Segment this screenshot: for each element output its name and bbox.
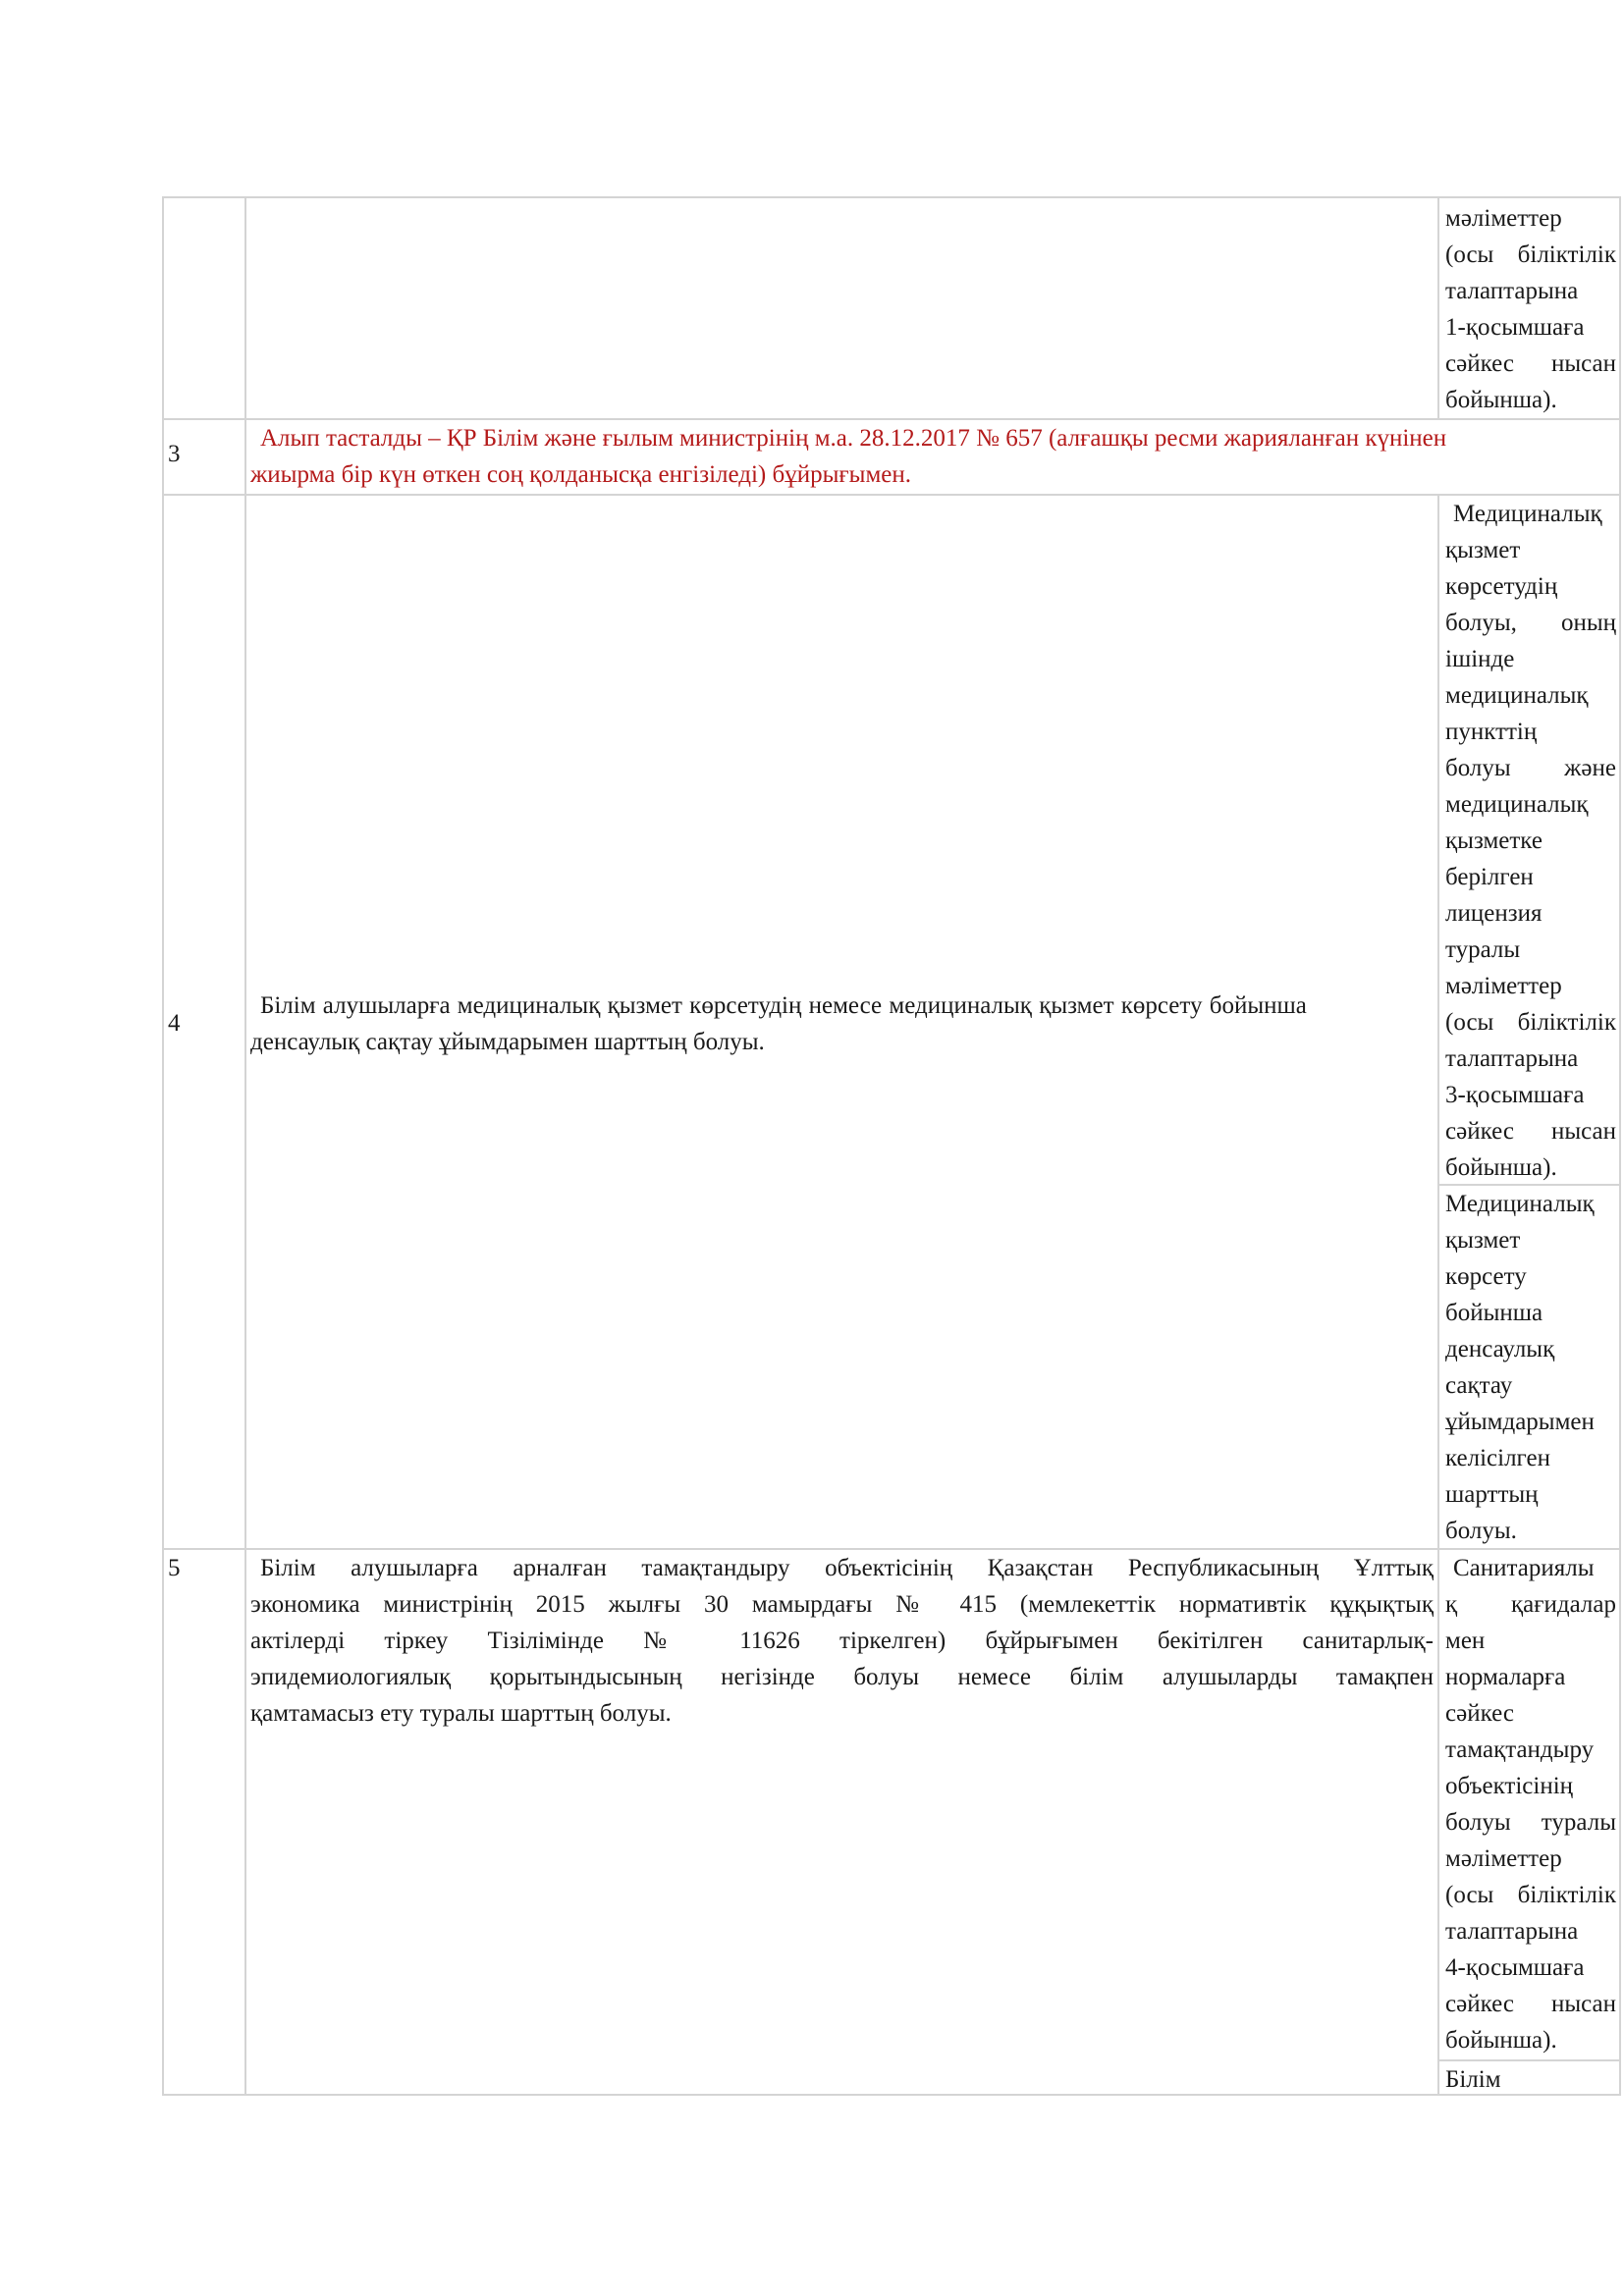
row-4-requirement xyxy=(250,988,1434,1060)
column-divider-2 xyxy=(1437,198,1439,419)
evidence-line: денсаулық xyxy=(1445,1336,1555,1362)
evidence-line: ұйымдарымен xyxy=(1445,1409,1595,1435)
row-4-evidence-cell-a xyxy=(1445,496,1616,1186)
requirements-table xyxy=(162,196,1621,2096)
column-divider-2 xyxy=(1437,495,1439,2094)
row-5-requirement xyxy=(250,1550,1434,1732)
evidence-line: мәліметтер xyxy=(1445,1845,1562,1872)
evidence-line: туралы xyxy=(1445,936,1521,963)
evidence-line: қ қағидалар xyxy=(1445,1591,1616,1618)
evidence-line: (осы біліктілік xyxy=(1445,1882,1616,1908)
evidence-line: болуы және xyxy=(1445,755,1616,781)
row-number: 4 xyxy=(168,1010,181,1037)
evidence-line: тамақтандыру xyxy=(1445,1736,1595,1763)
requirement-line-1: Білім алушыларға медициналық қызмет көрсетудің немесе медициналық қызмет көрсету бойынша xyxy=(260,992,1307,1019)
evidence-line: шарттың xyxy=(1445,1481,1539,1508)
evidence-line: сәйкес нысан xyxy=(1445,1118,1616,1145)
evidence-line: сақтау xyxy=(1445,1372,1513,1399)
row-5-evidence-cell-a xyxy=(1445,1550,1616,2058)
evidence-line: болуы туралы xyxy=(1445,1809,1616,1836)
evidence-line: Білім xyxy=(1445,2066,1501,2093)
evidence-line: лицензия xyxy=(1445,900,1543,927)
evidence-line: (осы біліктілік xyxy=(1445,241,1616,268)
evidence-line: 1-қосымшаға xyxy=(1445,314,1585,341)
requirement-line: қамтамасыз ету туралы шарттың болуы. xyxy=(250,1700,672,1727)
evidence-line: мәліметтер xyxy=(1445,973,1562,999)
evidence-line: болуы. xyxy=(1445,1518,1517,1544)
evidence-line: Медициналық xyxy=(1445,1191,1595,1217)
evidence-line: талаптарына xyxy=(1445,1918,1579,1945)
row-5-evidence-cell-b xyxy=(1445,2061,1616,2098)
evidence-line: пункттің xyxy=(1445,719,1538,745)
evidence-line: сәйкес нысан xyxy=(1445,1991,1616,2017)
row-3-removed-note xyxy=(250,420,1620,493)
evidence-line: Санитариялы xyxy=(1453,1555,1595,1581)
evidence-line: келісілген xyxy=(1445,1445,1550,1471)
row-4-evidence-cell-b xyxy=(1445,1186,1616,1549)
evidence-line: бойынша xyxy=(1445,1300,1543,1326)
evidence-line: мәліметтер xyxy=(1445,205,1562,232)
evidence-line: қызметке xyxy=(1445,828,1543,854)
evidence-line: көрсету xyxy=(1445,1263,1527,1290)
evidence-line: нормаларға xyxy=(1445,1664,1566,1690)
evidence-line: мен xyxy=(1445,1628,1486,1654)
evidence-line: медициналық xyxy=(1445,791,1589,818)
evidence-line: сәйкес нысан xyxy=(1445,350,1616,377)
evidence-line: берілген xyxy=(1445,864,1534,890)
row-number: 3 xyxy=(168,441,181,467)
requirement-line: Білім алушыларға арналған тамақтандыру объектісінің Қазақстан Республикасының Ұлттық xyxy=(260,1555,1434,1581)
evidence-line: бойынша). xyxy=(1445,1154,1557,1181)
evidence-line: 3-қосымшаға xyxy=(1445,1082,1585,1108)
evidence-line: объектісінің xyxy=(1445,1773,1574,1799)
removed-note-line-2: жиырма бір күн өткен соң қолданысқа енгізіледі) бұйрығымен. xyxy=(250,461,911,488)
evidence-line: ішінде xyxy=(1445,646,1515,672)
requirement-line: экономика министрінің 2015 жылғы 30 мамырдағы № 415 (мемлекеттік нормативтік құқықтық xyxy=(250,1591,1434,1618)
evidence-line: қызмет xyxy=(1445,537,1521,563)
removed-note-line-1: Алып тасталды – ҚР Білім және ғылым министрінің м.а. 28.12.2017 № 657 (алғашқы ресми жарияланған күнінен xyxy=(260,425,1447,452)
evidence-line: бойынша). xyxy=(1445,387,1557,413)
row-divider xyxy=(164,494,1619,496)
evidence-line: сәйкес xyxy=(1445,1700,1514,1727)
requirement-line: эпидемиологиялық қорытындысының негізінде болуы немесе білім алушыларды тамақпен xyxy=(250,1664,1434,1690)
evidence-line: (осы біліктілік xyxy=(1445,1009,1616,1036)
column-divider-1 xyxy=(244,198,246,2094)
evidence-line: қызмет xyxy=(1445,1227,1521,1254)
evidence-line: бойынша). xyxy=(1445,2027,1557,2054)
requirement-line: актілерді тіркеу Тізілімінде № 11626 тіркелген) бұйрығымен бекітілген санитарлық- xyxy=(250,1628,1434,1654)
row-number: 5 xyxy=(168,1555,181,1581)
evidence-line: талаптарына xyxy=(1445,1045,1579,1072)
row-top-evidence-cell xyxy=(1445,200,1616,418)
evidence-line: көрсетудің xyxy=(1445,573,1558,600)
evidence-line: 4-қосымшаға xyxy=(1445,1954,1585,1981)
requirement-line-2: денсаулық сақтау ұйымдарымен шарттың болуы. xyxy=(250,1029,765,1055)
evidence-line: медициналық xyxy=(1445,682,1589,709)
evidence-line: болуы, оның xyxy=(1445,610,1616,636)
evidence-line: Медициналық xyxy=(1453,501,1602,527)
evidence-line: талаптарына xyxy=(1445,278,1579,304)
